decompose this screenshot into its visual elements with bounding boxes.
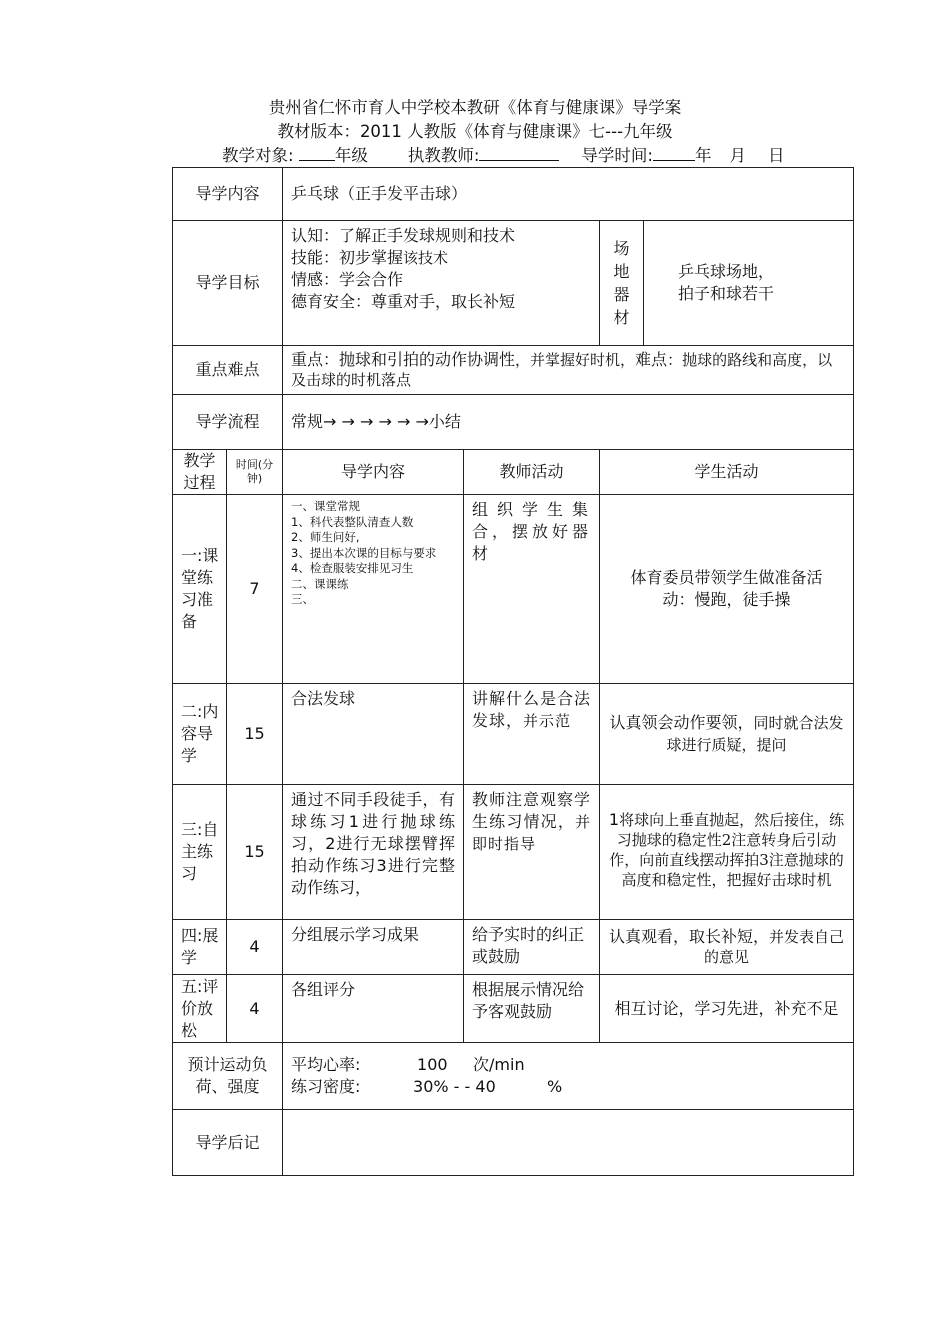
phase-row bbox=[173, 495, 854, 684]
target-label: 教学对象: bbox=[222, 146, 299, 165]
phase-name: 四:展学 bbox=[173, 920, 227, 975]
grade-suffix: 年级 bbox=[334, 146, 368, 165]
flow-value: 常规→ → → → → →小结 bbox=[283, 395, 854, 450]
venue-value: 乒乓球场地， 拍子和球若干 bbox=[644, 221, 854, 346]
phase-content: 通过不同手段徒手，有球练习1进行抛球练习，2进行无球摆臂挥拍动作练习3进行完整动作练习， bbox=[283, 785, 464, 920]
phase-time: 15 bbox=[227, 785, 283, 920]
textbook-edition: 教材版本：2011 人教版《体育与健康课》七---九年级 bbox=[277, 122, 673, 141]
goal-moral: 德育安全：尊重对手，取长补短 bbox=[291, 292, 516, 311]
phase-time: 4 bbox=[227, 920, 283, 975]
content-value: 乒乓球（正手发平击球） bbox=[283, 168, 854, 221]
phase-row bbox=[173, 684, 854, 785]
notes-label: 导学后记 bbox=[173, 1110, 283, 1176]
grade-blank[interactable] bbox=[299, 145, 335, 161]
phase-teacher: 讲解什么是合法发球，并示范 bbox=[464, 684, 600, 785]
month-label: 月 bbox=[729, 146, 746, 165]
density-line: 练习密度: 30% - - 40 % bbox=[291, 1077, 563, 1096]
phase-time: 15 bbox=[227, 684, 283, 785]
document-title: 贵州省仁怀市育人中学校本教研《体育与健康课》导学案 bbox=[268, 98, 682, 117]
goal-emotion: 情感：学会合作 bbox=[291, 270, 404, 289]
year-blank[interactable] bbox=[653, 145, 695, 161]
heart-rate-line: 平均心率: 100 次/min bbox=[291, 1055, 525, 1074]
lesson-meta-line bbox=[222, 145, 784, 167]
teacher-label: 执教教师: bbox=[407, 146, 480, 165]
phase-row bbox=[173, 785, 854, 920]
phase-student: 1将球向上垂直抛起，然后接住，练习抛球的稳定性2注意转身后引动作，向前直线摆动挥拍3注意抛球的高度和稳定性，把握好击球时机 bbox=[600, 785, 854, 920]
load-row bbox=[173, 1043, 854, 1110]
phase-name: 一:课堂练习准备 bbox=[173, 495, 227, 684]
phase-teacher: 根据展示情况给予客观鼓励 bbox=[464, 975, 600, 1043]
col-time: 时间(分钟) bbox=[227, 450, 283, 495]
load-value bbox=[283, 1043, 854, 1110]
teacher-blank[interactable] bbox=[479, 145, 559, 161]
phase-teacher: 教师注意观察学生练习情况，并即时指导 bbox=[464, 785, 600, 920]
phase-teacher: 给予实时的纠正或鼓励 bbox=[464, 920, 600, 975]
goal-skill: 技能：初步掌握该技术 bbox=[291, 248, 449, 267]
phase-name: 五:评价放松 bbox=[173, 975, 227, 1043]
day-label: 日 bbox=[767, 146, 785, 165]
phase-student: 认真观看，取长补短，并发表自己的意见 bbox=[600, 920, 854, 975]
time-label: 导学时间: bbox=[581, 146, 653, 165]
phase-name: 三:自主练习 bbox=[173, 785, 227, 920]
phase-time: 4 bbox=[227, 975, 283, 1043]
col-teacher: 教师活动 bbox=[464, 450, 600, 495]
phase-name: 二:内容导学 bbox=[173, 684, 227, 785]
load-label: 预计运动负荷、强度 bbox=[173, 1043, 283, 1110]
lesson-plan-table bbox=[172, 167, 854, 1176]
process-header-row bbox=[173, 450, 854, 495]
col-process: 教学过程 bbox=[173, 450, 227, 495]
notes-value[interactable] bbox=[283, 1110, 854, 1176]
col-content: 导学内容 bbox=[283, 450, 464, 495]
venue-label: 场地器材 bbox=[600, 221, 644, 346]
phase-row bbox=[173, 975, 854, 1043]
notes-row bbox=[173, 1110, 854, 1176]
phase-content: 合法发球 bbox=[283, 684, 464, 785]
goal-cognition: 认知：了解正手发球规则和技术 bbox=[291, 226, 516, 245]
phase-student: 相互讨论，学习先进，补充不足 bbox=[600, 975, 854, 1043]
phase-content: 分组展示学习成果 bbox=[283, 920, 464, 975]
goals-row bbox=[173, 221, 854, 346]
phase-row bbox=[173, 920, 854, 975]
goals-value bbox=[283, 221, 600, 346]
phase-teacher: 组织学生集合，摆放好器材 bbox=[464, 495, 600, 684]
phase-time: 7 bbox=[227, 495, 283, 684]
phase-content: 一、课堂常规 1、科代表整队清查人数 2、师生问好, 3、提出本次课的目标与要求 4、检查服装安排见习生 二、课课练 三、 bbox=[283, 495, 464, 684]
col-student: 学生活动 bbox=[600, 450, 854, 495]
flow-row bbox=[173, 395, 854, 450]
content-row bbox=[173, 168, 854, 221]
key-points-value: 重点：抛球和引拍的动作协调性，并掌握好时机，难点：抛球的路线和高度，以及击球的时机落点 bbox=[283, 346, 854, 395]
goals-label: 导学目标 bbox=[173, 221, 283, 346]
phase-student: 体育委员带领学生做准备活动：慢跑，徒手操 bbox=[600, 495, 854, 684]
year-label: 年 bbox=[694, 146, 712, 165]
content-label: 导学内容 bbox=[173, 168, 283, 221]
key-points-row bbox=[173, 346, 854, 395]
phase-content: 各组评分 bbox=[283, 975, 464, 1043]
key-points-label: 重点难点 bbox=[173, 346, 283, 395]
flow-label: 导学流程 bbox=[173, 395, 283, 450]
phase-student: 认真领会动作要领，同时就合法发球进行质疑，提问 bbox=[600, 684, 854, 785]
